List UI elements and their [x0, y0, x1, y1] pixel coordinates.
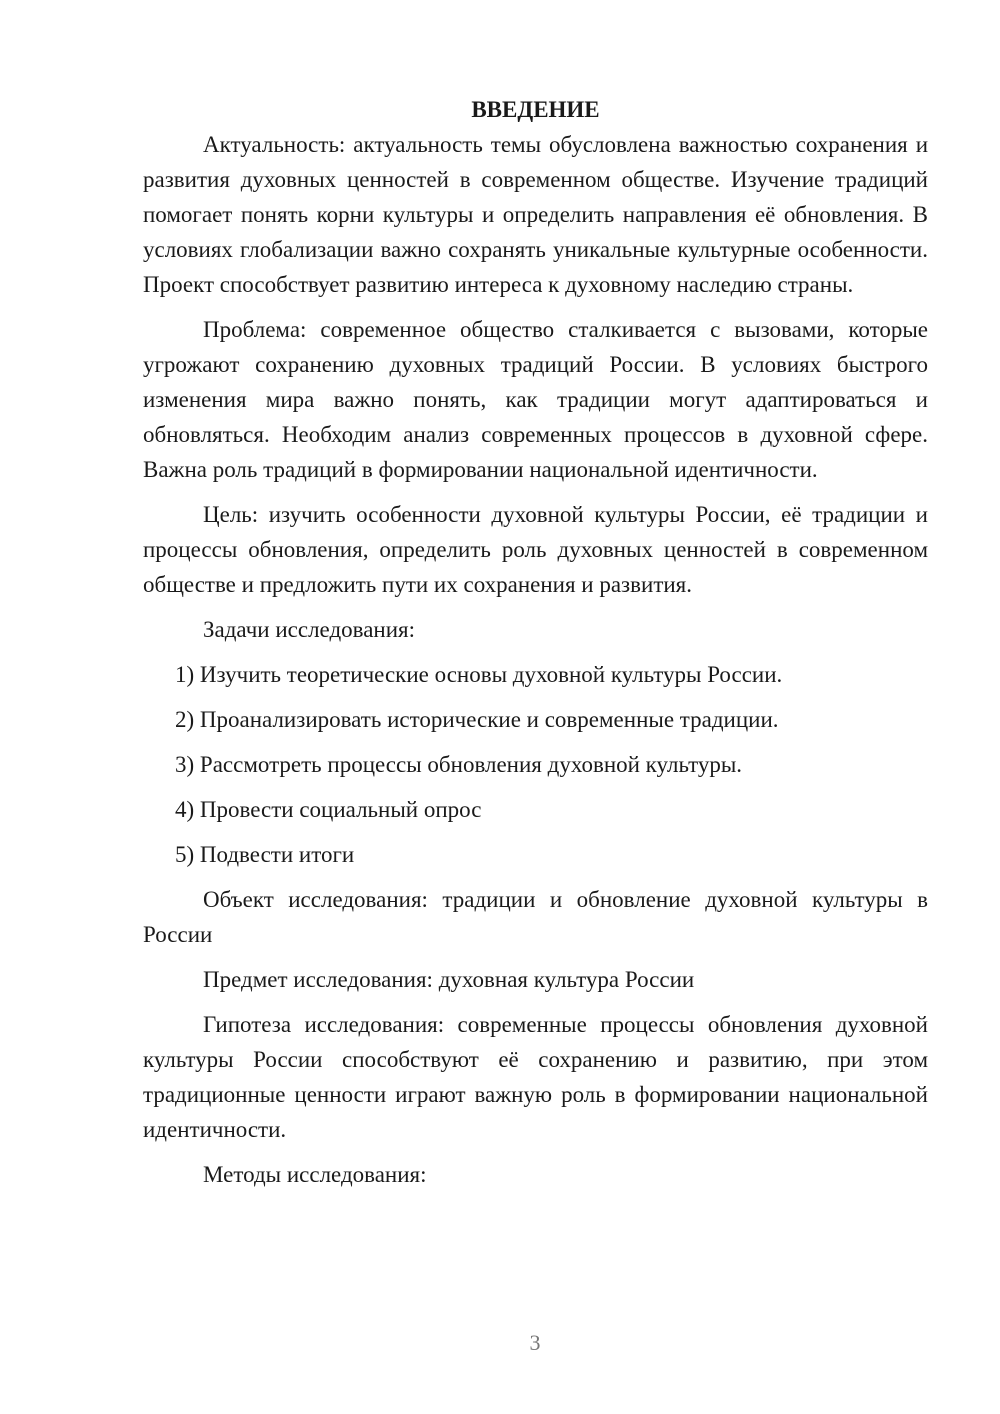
subject-paragraph: Предмет исследования: духовная культура России: [203, 967, 695, 992]
task-item-3: 3) Рассмотреть процессы обновления духовной культуры.: [175, 752, 743, 777]
task-item-4: 4) Провести социальный опрос: [175, 797, 482, 822]
methods-heading: Методы исследования:: [203, 1162, 427, 1187]
task-item-5: 5) Подвести итоги: [175, 842, 355, 867]
problem-paragraph: Проблема: современное общество сталкивается с вызовами, которые угрожают сохранению духовных традиций России. В условиях быстрого изменения мира важно понять, как традиции могут адаптироваться и обновляться. Необходим анализ современных процессов в духовной сфере. Важна роль традиций в формировании национальной идентичности.: [143, 317, 928, 482]
page-number: 3: [529, 1330, 541, 1355]
task-item-1: 1) Изучить теоретические основы духовной культуры России.: [175, 662, 783, 687]
tasks-heading: Задачи исследования:: [203, 617, 416, 642]
relevance-paragraph: Актуальность: актуальность темы обусловлена важностью сохранения и развития духовных ценностей в современном обществе. Изучение традиций помогает понять корни культуры и определить направления её обновления. В условиях глобализации важно сохранять уникальные культурные особенности. Проект способствует развитию интереса к духовному наследию страны.: [143, 132, 928, 297]
task-item-2: 2) Проанализировать исторические и современные традиции.: [175, 707, 779, 732]
goal-paragraph: Цель: изучить особенности духовной культуры России, её традиции и процессы обновления, определить роль духовных ценностей в современном обществе и предложить пути их сохранения и развития.: [143, 502, 928, 597]
document-page: [143, 92, 928, 1202]
object-paragraph: Объект исследования: традиции и обновление духовной культуры в России: [143, 887, 928, 947]
hypothesis-paragraph: Гипотеза исследования: современные процессы обновления духовной культуры России способствуют её сохранению и развитию, при этом традиционные ценности играют важную роль в формировании национальной идентичности.: [143, 1012, 928, 1142]
section-title: ВВЕДЕНИЕ: [471, 97, 600, 122]
